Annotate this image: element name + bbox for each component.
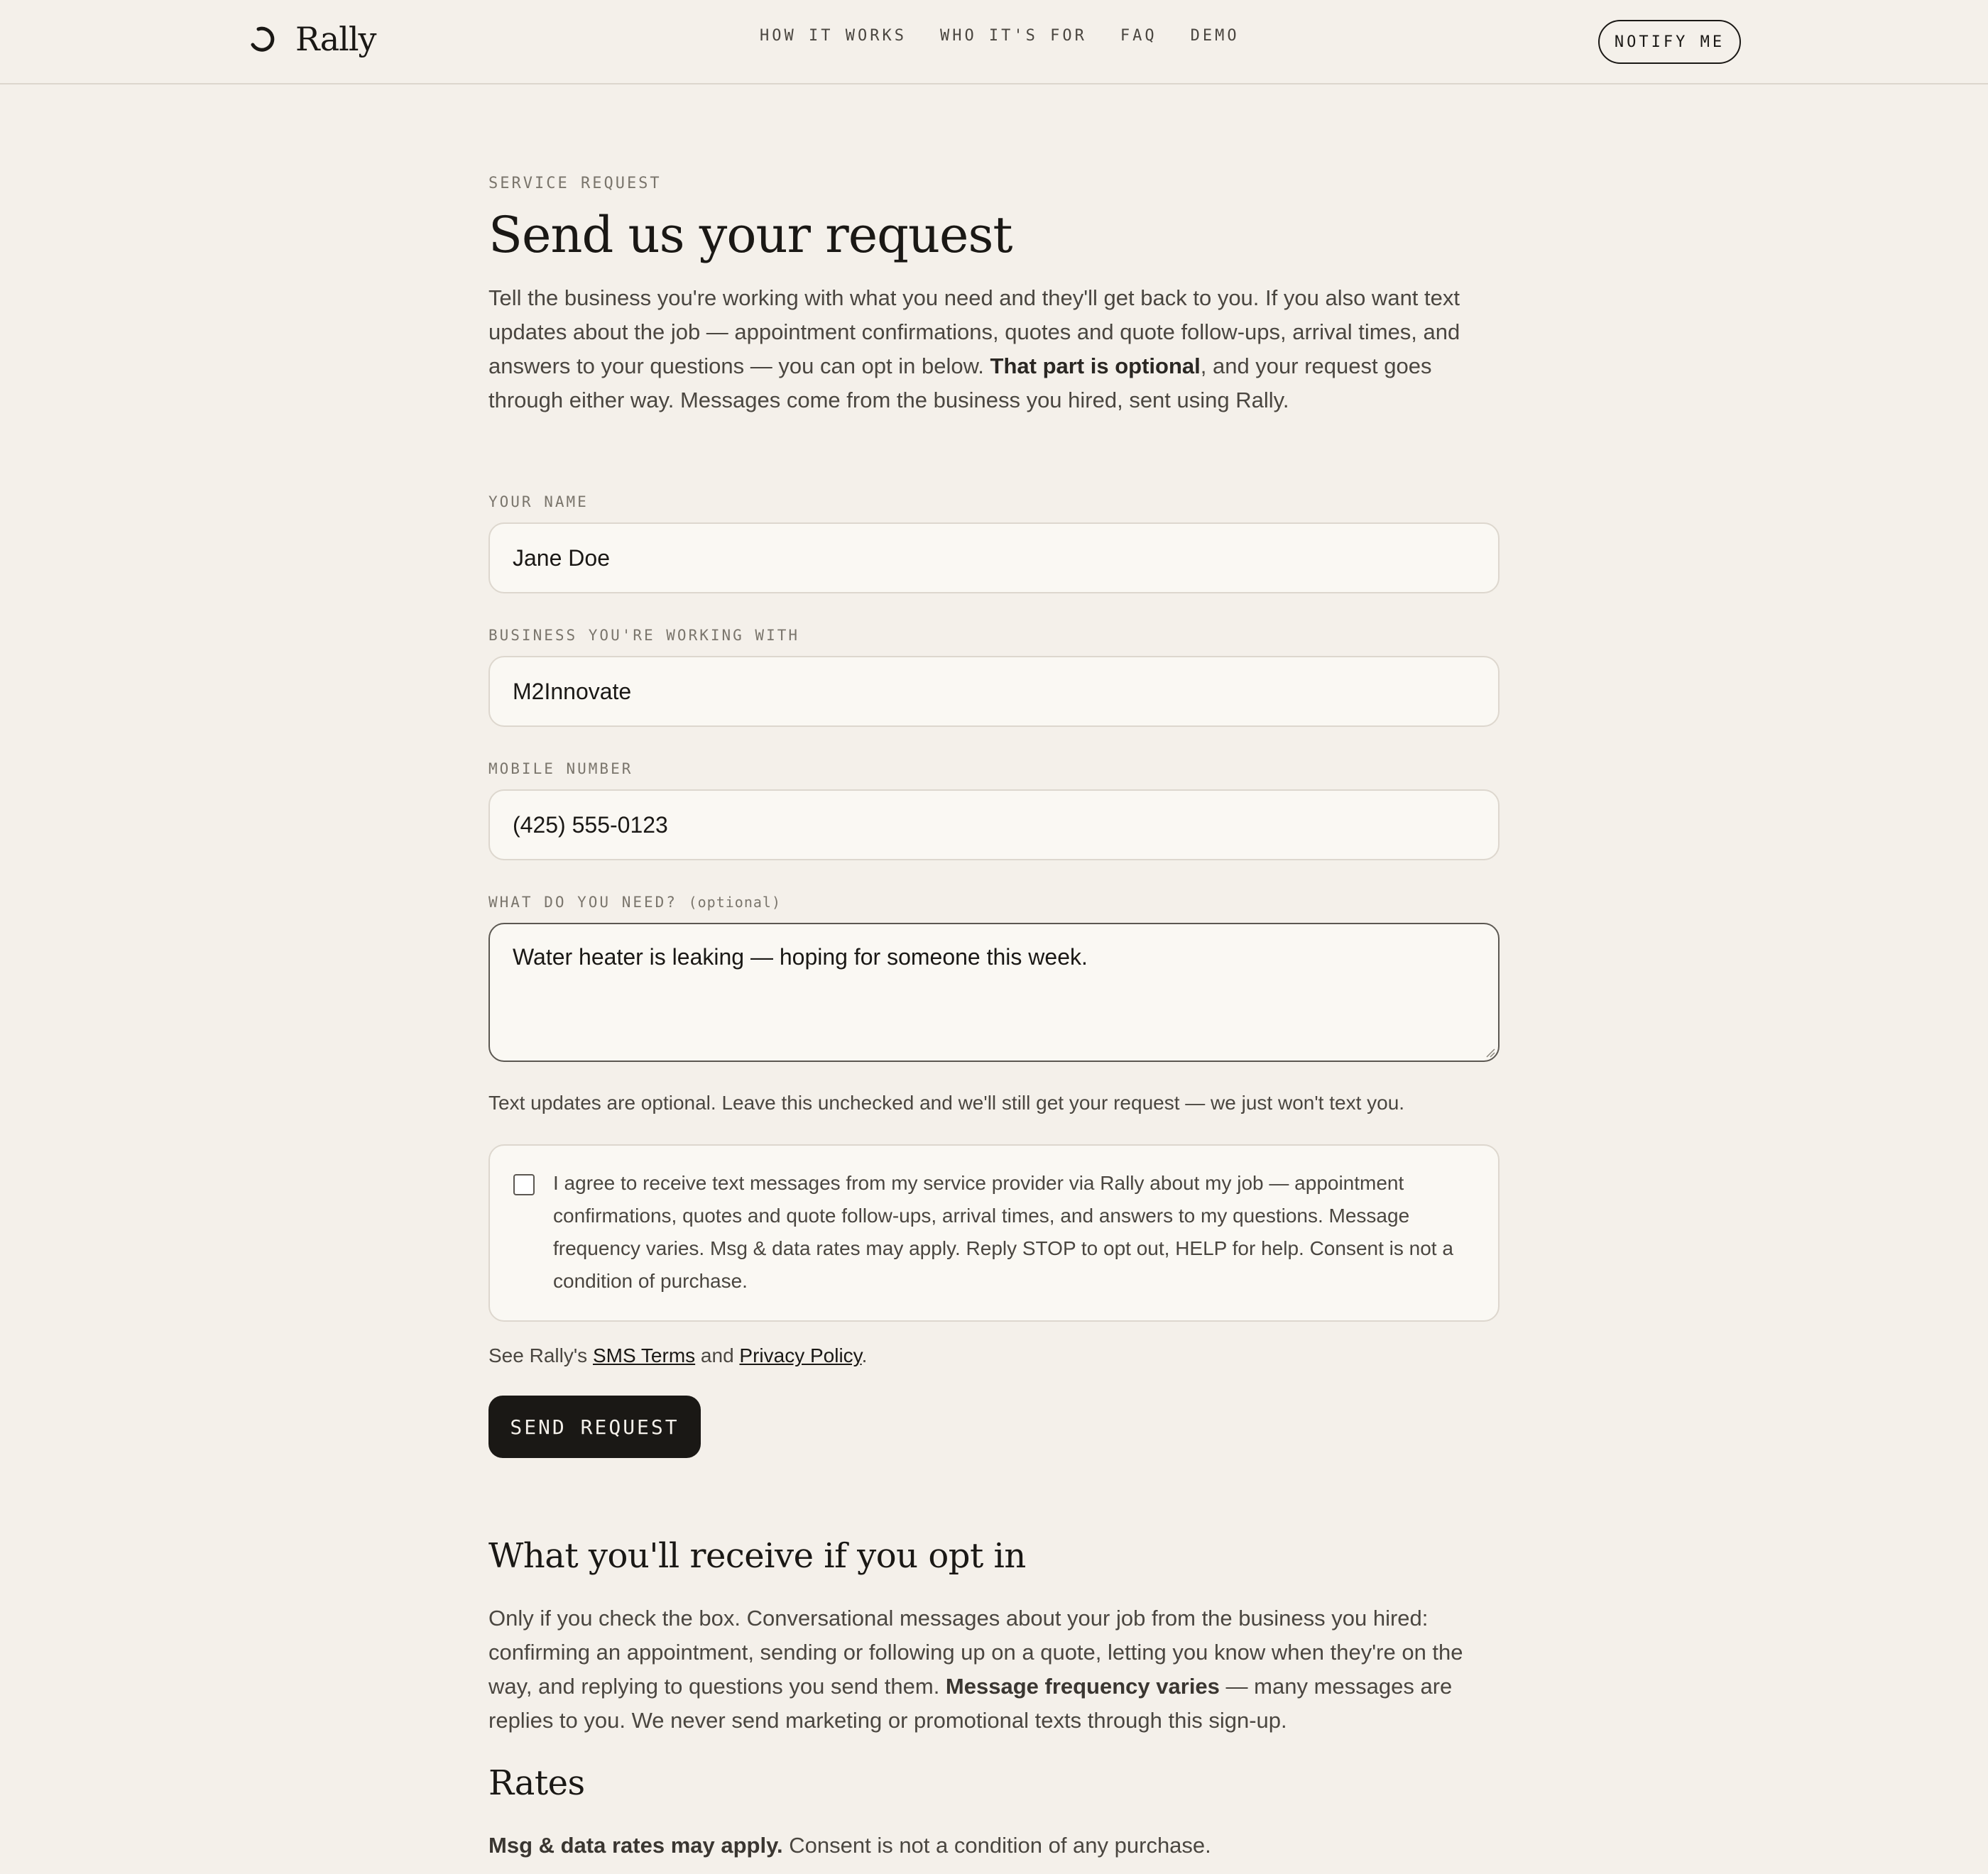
- rates-emphasis: Msg & data rates may apply.: [488, 1833, 783, 1858]
- name-field-group: [488, 493, 1500, 593]
- rally-logo-icon: [248, 25, 277, 53]
- consent-text: I agree to receive text messages from my service provider via Rally about my job — appointment confirmations, quotes and quote follow-ups, arrival times, and answers to my questions. Message frequency varies. Msg & data rates may apply. Reply STOP to opt out, HELP for help. Consent is not a condition of purchase.: [553, 1172, 1453, 1292]
- mobile-value: (425) 555-0123: [513, 811, 668, 838]
- optin-emphasis: Message frequency varies: [945, 1674, 1220, 1699]
- nav-demo[interactable]: DEMO: [1190, 27, 1240, 45]
- business-field-group: [488, 626, 1500, 727]
- optin-heading: What you'll receive if you opt in: [488, 1536, 1026, 1576]
- optin-text-end: — many messages are replies to you. We never send marketing or promotional texts through this sign-up.: [488, 1674, 1453, 1733]
- need-label: [488, 893, 1500, 911]
- business-value: M2Innovate: [513, 678, 632, 704]
- rates-text: Consent is not a condition of any purchase.: [782, 1833, 1211, 1858]
- sms-terms-link[interactable]: SMS Terms: [592, 1344, 696, 1366]
- intro-text-end: , and your request goes through either way. Messages come from the business you hired, sent using Rally.: [488, 353, 1432, 412]
- main-nav: [760, 27, 1273, 45]
- optin-text: Only if you check the box. Conversational messages about your job from the business you hired: confirming an appointment, sending or following up on a quote, letting you know when they're on the way, and replying to questions you send them.: [488, 1606, 1463, 1699]
- request-form-section: [488, 175, 1500, 1858]
- mobile-input[interactable]: [488, 789, 1500, 860]
- nav-who-its-for[interactable]: WHO IT'S FOR: [939, 27, 1087, 45]
- need-textarea[interactable]: [488, 923, 1500, 1062]
- nav-how-it-works[interactable]: HOW IT WORKS: [760, 27, 907, 45]
- optin-paragraph: [488, 1601, 1500, 1738]
- links-and: and: [695, 1344, 740, 1366]
- name-label: YOUR NAME: [488, 493, 589, 510]
- need-field-group: [488, 893, 1500, 1062]
- mobile-label: MOBILE NUMBER: [488, 760, 633, 777]
- rates-paragraph: [488, 1829, 1500, 1863]
- section-eyebrow: SERVICE REQUEST: [488, 175, 662, 192]
- optional-note: Text updates are optional. Leave this unchecked and we'll still get your request — we just won't text you.: [488, 1092, 1405, 1114]
- notify-me-button[interactable]: NOTIFY ME: [1598, 20, 1741, 64]
- nav-faq[interactable]: FAQ: [1120, 27, 1157, 45]
- intro-emphasis: That part is optional: [990, 353, 1201, 378]
- resize-handle-icon[interactable]: [1485, 1048, 1495, 1058]
- name-input[interactable]: [488, 522, 1500, 593]
- site-header: [0, 0, 1988, 84]
- links-suffix: .: [861, 1344, 868, 1366]
- intro-paragraph: [488, 281, 1500, 417]
- intro-text: Tell the business you're working with what you need and they'll get back to you. If you also want text updates about the job — appointment confirmations, quotes and quote follow-ups, arrival times, and answers to your questions — you can opt in below.: [488, 285, 1460, 378]
- privacy-policy-link[interactable]: Privacy Policy: [739, 1344, 862, 1366]
- legal-links: [488, 1344, 867, 1367]
- business-input[interactable]: [488, 656, 1500, 727]
- page-title: Send us your request: [488, 206, 1012, 264]
- need-optional-tag: (optional): [688, 894, 782, 911]
- brand-logo[interactable]: [248, 16, 376, 62]
- need-value: Water heater is leaking — hoping for someone this week.: [513, 944, 1088, 970]
- business-label: BUSINESS YOU'RE WORKING WITH: [488, 627, 800, 644]
- brand-name: Rally: [295, 20, 376, 58]
- send-request-button[interactable]: SEND REQUEST: [488, 1396, 701, 1458]
- links-prefix: See Rally's: [488, 1344, 593, 1366]
- consent-box: [488, 1144, 1500, 1322]
- mobile-field-group: [488, 760, 1500, 860]
- need-label-text: WHAT DO YOU NEED?: [488, 894, 677, 911]
- name-value: Jane Doe: [513, 544, 610, 571]
- sms-consent-checkbox[interactable]: [513, 1174, 535, 1195]
- rates-heading: Rates: [488, 1763, 585, 1803]
